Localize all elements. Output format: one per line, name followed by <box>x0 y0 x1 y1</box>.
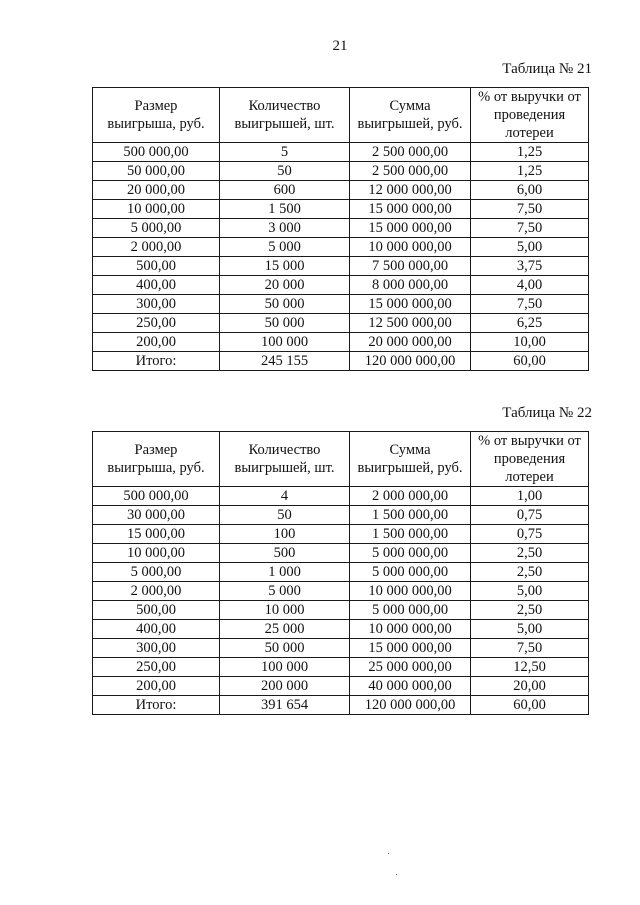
table-cell: 12 500 000,00 <box>350 314 471 333</box>
table-row <box>93 257 589 276</box>
table-row <box>93 677 589 696</box>
table-cell: 120 000 000,00 <box>350 696 471 715</box>
table-cell: 250,00 <box>93 314 220 333</box>
table-22-caption: Таблица № 22 <box>502 405 592 421</box>
table-cell: 5 000 000,00 <box>350 544 471 563</box>
table-cell: 1 000 <box>220 563 350 582</box>
table-cell: 50 000,00 <box>93 162 220 181</box>
column-header <box>350 432 471 487</box>
prize-table-21 <box>92 87 589 371</box>
table-cell: 7,50 <box>471 200 589 219</box>
table-cell: 300,00 <box>93 639 220 658</box>
table-cell: 40 000 000,00 <box>350 677 471 696</box>
table-cell: 245 155 <box>220 352 350 371</box>
table-cell: 10 000,00 <box>93 200 220 219</box>
table-cell: 7,50 <box>471 219 589 238</box>
column-header <box>220 432 350 487</box>
table-cell: 5 000 <box>220 582 350 601</box>
table-cell: 15 000 000,00 <box>350 639 471 658</box>
table-cell: 2 000 000,00 <box>350 487 471 506</box>
column-header-line: выигрышей, руб. <box>357 460 463 476</box>
total-row <box>93 696 589 715</box>
table-cell: 1 500 000,00 <box>350 506 471 525</box>
table-cell: 50 <box>220 506 350 525</box>
table-row <box>93 181 589 200</box>
table-cell: 20 000 000,00 <box>350 333 471 352</box>
table-cell: 15 000,00 <box>93 525 220 544</box>
total-row <box>93 352 589 371</box>
table-cell: 6,00 <box>471 181 589 200</box>
table-cell: 2 000,00 <box>93 238 220 257</box>
table-cell: 10 000 000,00 <box>350 582 471 601</box>
table-row <box>93 295 589 314</box>
table-row <box>93 162 589 181</box>
table-cell: 7,50 <box>471 639 589 658</box>
table-cell: 4 <box>220 487 350 506</box>
table-cell: 3,75 <box>471 257 589 276</box>
table-cell: 5 000,00 <box>93 219 220 238</box>
table-cell: Итого: <box>93 352 220 371</box>
scan-speck <box>388 853 389 854</box>
table-cell: 6,25 <box>471 314 589 333</box>
column-header <box>471 88 589 143</box>
table-cell: 5 000 <box>220 238 350 257</box>
table-cell: 10 000,00 <box>93 544 220 563</box>
table-row <box>93 639 589 658</box>
table-row <box>93 200 589 219</box>
column-header <box>471 432 589 487</box>
table-cell: 5,00 <box>471 620 589 639</box>
table-cell: 5,00 <box>471 582 589 601</box>
table-cell: 50 <box>220 162 350 181</box>
table-cell: 20 000 <box>220 276 350 295</box>
table-row <box>93 525 589 544</box>
table-cell: 1,00 <box>471 487 589 506</box>
table-cell: 60,00 <box>471 696 589 715</box>
table-cell: 30 000,00 <box>93 506 220 525</box>
table-cell: 8 000 000,00 <box>350 276 471 295</box>
column-header-line: Размер <box>134 442 178 458</box>
table-cell: 3 000 <box>220 219 350 238</box>
table-cell: 4,00 <box>471 276 589 295</box>
prize-table-22 <box>92 431 589 715</box>
table-cell: 15 000 000,00 <box>350 219 471 238</box>
table-21-caption: Таблица № 21 <box>502 61 592 77</box>
table-row <box>93 506 589 525</box>
column-header-line: лотереи <box>505 125 554 141</box>
table-row <box>93 238 589 257</box>
table-cell: 1 500 <box>220 200 350 219</box>
table-cell: 1,25 <box>471 162 589 181</box>
table-cell: 25 000 000,00 <box>350 658 471 677</box>
table-row <box>93 620 589 639</box>
table-cell: 300,00 <box>93 295 220 314</box>
table-cell: 50 000 <box>220 295 350 314</box>
table-cell: 2 500 000,00 <box>350 143 471 162</box>
table-cell: 100 <box>220 525 350 544</box>
table-cell: 7,50 <box>471 295 589 314</box>
column-header-line: Сумма <box>389 98 431 114</box>
table-cell: 2,50 <box>471 563 589 582</box>
column-header <box>220 88 350 143</box>
table-cell: 5,00 <box>471 238 589 257</box>
table-row <box>93 143 589 162</box>
table-cell: 100 000 <box>220 658 350 677</box>
table-cell: 12 000 000,00 <box>350 181 471 200</box>
table-cell: 500 000,00 <box>93 487 220 506</box>
table-cell: 5 <box>220 143 350 162</box>
table-cell: 250,00 <box>93 658 220 677</box>
table-cell: 10,00 <box>471 333 589 352</box>
table-row <box>93 601 589 620</box>
column-header-line: Количество <box>248 442 321 458</box>
table-cell: 400,00 <box>93 620 220 639</box>
table-cell: 600 <box>220 181 350 200</box>
table-cell: 15 000 000,00 <box>350 295 471 314</box>
table-cell: 5 000,00 <box>93 563 220 582</box>
table-cell: 12,50 <box>471 658 589 677</box>
column-header-line: Сумма <box>389 442 431 458</box>
table-cell: 500,00 <box>93 257 220 276</box>
scan-speck <box>396 874 397 875</box>
table-cell: 50 000 <box>220 639 350 658</box>
table-cell: 200,00 <box>93 677 220 696</box>
table-cell: 5 000 000,00 <box>350 563 471 582</box>
column-header-line: % от выручки от <box>478 89 581 105</box>
table-cell: 1,25 <box>471 143 589 162</box>
column-header-line: Количество <box>248 98 321 114</box>
table-cell: 500 000,00 <box>93 143 220 162</box>
column-header-line: выигрышей, шт. <box>234 116 335 132</box>
column-header-line: выигрышей, руб. <box>357 116 463 132</box>
table-row <box>93 658 589 677</box>
column-header <box>93 88 220 143</box>
table-cell: 391 654 <box>220 696 350 715</box>
table-cell: 7 500 000,00 <box>350 257 471 276</box>
table-row <box>93 487 589 506</box>
table-row <box>93 314 589 333</box>
table-cell: 100 000 <box>220 333 350 352</box>
table-header-row <box>93 432 589 487</box>
column-header-line: Размер <box>134 98 178 114</box>
table-cell: 10 000 000,00 <box>350 238 471 257</box>
table-cell: 10 000 <box>220 601 350 620</box>
table-cell: 15 000 <box>220 257 350 276</box>
column-header-line: проведения <box>493 107 566 123</box>
table-cell: 5 000 000,00 <box>350 601 471 620</box>
table-header-row <box>93 88 589 143</box>
column-header-line: % от выручки от <box>478 433 581 449</box>
column-header-line: выигрыша, руб. <box>107 460 205 476</box>
table-row <box>93 563 589 582</box>
table-row <box>93 544 589 563</box>
table-cell: 400,00 <box>93 276 220 295</box>
table-cell: 20 000,00 <box>93 181 220 200</box>
table-cell: 0,75 <box>471 506 589 525</box>
table-cell: Итого: <box>93 696 220 715</box>
table-row <box>93 219 589 238</box>
table-cell: 10 000 000,00 <box>350 620 471 639</box>
table-row <box>93 582 589 601</box>
table-cell: 0,75 <box>471 525 589 544</box>
table-cell: 15 000 000,00 <box>350 200 471 219</box>
column-header-line: выигрыша, руб. <box>107 116 205 132</box>
table-row <box>93 333 589 352</box>
table-cell: 2,50 <box>471 544 589 563</box>
table-cell: 60,00 <box>471 352 589 371</box>
table-cell: 200 000 <box>220 677 350 696</box>
table-cell: 2,50 <box>471 601 589 620</box>
table-cell: 500 <box>220 544 350 563</box>
table-cell: 50 000 <box>220 314 350 333</box>
column-header <box>350 88 471 143</box>
page-number: 21 <box>332 38 348 54</box>
table-cell: 1 500 000,00 <box>350 525 471 544</box>
table-cell: 120 000 000,00 <box>350 352 471 371</box>
table-row <box>93 276 589 295</box>
table-cell: 25 000 <box>220 620 350 639</box>
column-header-line: выигрышей, шт. <box>234 460 335 476</box>
table-cell: 2 500 000,00 <box>350 162 471 181</box>
column-header-line: лотереи <box>505 469 554 485</box>
table-cell: 2 000,00 <box>93 582 220 601</box>
column-header-line: проведения <box>493 451 566 467</box>
table-cell: 200,00 <box>93 333 220 352</box>
table-cell: 500,00 <box>93 601 220 620</box>
column-header <box>93 432 220 487</box>
table-cell: 20,00 <box>471 677 589 696</box>
